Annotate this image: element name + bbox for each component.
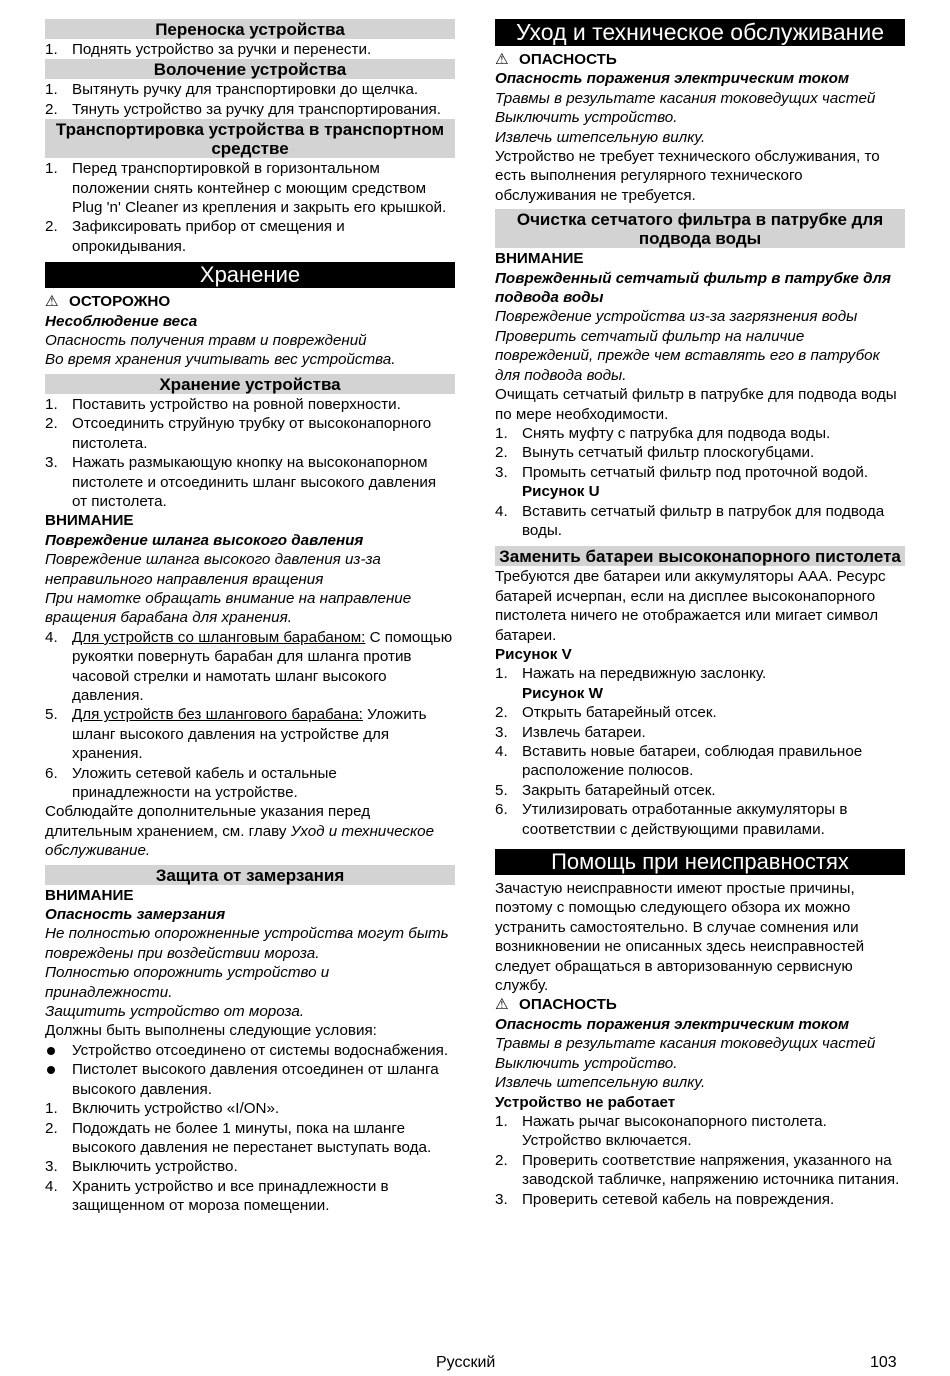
attention-text: Защитить устройство от мороза.	[45, 1003, 305, 1021]
storage-note: Соблюдайте дополнительные указания перед длительным хранением, см. главу Уход и техническое обслуживание.	[45, 803, 435, 860]
attention-text: Не полностью опорожненные устройства могут быть повреждены при воздействии мороза.	[45, 925, 449, 962]
frost-steps	[45, 1099, 455, 1215]
storage-steps	[45, 395, 455, 511]
list-item: 3. Нажать размыкающую кнопку на высоконапорном пистолете и отсоединить шланг высокого давления от пистолета.	[45, 454, 437, 510]
page-number: 103	[870, 1354, 897, 1371]
list-item: 2. Отсоединить струйную трубку от высоконапорного пистолета.	[45, 415, 432, 452]
warning-triangle-icon: ⚠	[495, 51, 509, 68]
warning-label: ⚠ ОПАСНОСТЬ	[495, 51, 617, 68]
list-item: 3. Извлечь батареи.	[495, 723, 646, 741]
section-title-frost: Защита от замерзания	[45, 865, 455, 885]
warning-text: Опасность получения травм и повреждений	[45, 332, 367, 350]
list-item: 5. Для устройств без шлангового барабана: Уложить шланг высокого давления на устройстве для хранения.	[45, 706, 427, 763]
warning-text: Во время хранения учитывать вес устройства.	[45, 351, 396, 369]
list-item: 6. Утилизировать отработанные аккумуляторы в соответствии с действующими правилами.	[495, 801, 848, 838]
attention-title: Повреждение шланга высокого давления	[45, 531, 364, 549]
footer-language: Русский	[436, 1354, 496, 1371]
list-item: 1. Поставить устройство на ровной поверхности.	[45, 395, 401, 413]
filter-text: Очищать сетчатый фильтр в патрубке для подвода воды по мере необходимости.	[495, 386, 897, 423]
care-text: Устройство не требует технического обслуживания, то есть выполнения регулярного технического обслуживания не требуется.	[495, 148, 880, 204]
trouble-subtitle: Устройство не работает	[495, 1093, 676, 1111]
figure-reference: Рисунок W	[522, 684, 603, 702]
section-title-storage-device: Хранение устройства	[45, 374, 455, 394]
warning-title: Опасность поражения электрическим током	[495, 1015, 850, 1033]
warning-text: Выключить устройство.	[495, 1054, 678, 1072]
list-item: 1. Включить устройство «I/ON».	[45, 1100, 280, 1118]
section-title-filter: Очистка сетчатого фильтра в патрубке для подвода воды	[495, 209, 905, 248]
attention-text: Полностью опорожнить устройство и принадлежности.	[45, 964, 330, 1001]
right-column	[495, 19, 905, 1209]
list-item: 2. Зафиксировать прибор от смещения и опрокидывания.	[45, 218, 345, 255]
list-item: 1. Поднять устройство за ручки и перенести.	[45, 41, 372, 58]
warning-title: Опасность поражения электрическим током	[495, 70, 850, 88]
list-item: 4. Для устройств со шланговым барабаном: С помощью рукоятки повернуть барабан для шланга против часовой стрелки и намотать шланг высокого давления.	[45, 628, 453, 704]
list-item: 2. Подождать не более 1 минуты, пока на шланге высокого давления не перестанет выступать вода.	[45, 1119, 432, 1156]
list-item: 2. Открыть батарейный отсек.	[495, 704, 717, 722]
battery-text: Требуются две батареи или аккумуляторы AAA. Ресурс батарей исчерпан, если на дисплее высоконапорного пистолета ничего не отображается или мигает символ батареи.	[495, 568, 886, 644]
conditions-text: Должны быть выполнены следующие условия:	[45, 1022, 377, 1040]
list-item: 1. Перед транспортировкой в горизонтальном положении снять контейнер с моющим средством Plug 'n' Cleaner из крепления и закрыть его крышкой.	[45, 160, 447, 217]
list-item: 4. Вставить новые батареи, соблюдая правильное расположение полюсов.	[495, 743, 863, 780]
left-column	[45, 19, 455, 1216]
section-title-battery: Заменить батареи высоконапорного пистолета	[495, 546, 905, 566]
list-item: 1. Нажать рычаг высоконапорного пистолета. Устройство включается.	[495, 1112, 827, 1150]
list-item: 3. Проверить сетевой кабель на повреждения.	[495, 1190, 835, 1208]
attention-title: Опасность замерзания	[45, 906, 226, 924]
transport-steps	[45, 159, 455, 256]
attention-label: ВНИМАНИЕ	[45, 512, 134, 530]
list-item: 1. Нажать на передвижную заслонку. Рисунок W	[495, 664, 905, 703]
trouble-text: Зачастую неисправности имеют простые причины, поэтому с помощью следующего обзора их можно устранить самостоятельно. В случае сомнения или возникновении не описанных здесь неисправностей следует обращаться в авторизованную сервисную службу.	[495, 880, 865, 995]
list-item: Пистолет высокого давления отсоединен от шланга высокого давления.	[45, 1060, 455, 1099]
figure-reference: Рисунок U	[522, 483, 600, 501]
conditions-list	[45, 1041, 455, 1099]
list-item: 3. Промыть сетчатый фильтр под проточной водой. Рисунок U	[495, 463, 905, 502]
chapter-title-troubleshooting: Помощь при неисправностях	[495, 849, 905, 875]
chapter-title-care: Уход и техническое обслуживание	[495, 19, 905, 46]
attention-title: Поврежденный сетчатый фильтр в патрубке для подвода воды	[495, 269, 891, 307]
list-item: 6. Уложить сетевой кабель и остальные принадлежности на устройстве.	[45, 764, 337, 801]
list-item: 1. Вытянуть ручку для транспортировки до щелчка.	[45, 81, 419, 99]
warning-text: Выключить устройство.	[495, 109, 678, 127]
filter-steps	[495, 424, 905, 540]
attention-label: ВНИМАНИЕ	[45, 886, 134, 904]
attention-text: Повреждение устройства из-за загрязнения воды	[495, 308, 858, 326]
warning-text: Извлечь штепсельную вилку.	[495, 128, 706, 146]
list-item: 3. Выключить устройство.	[45, 1158, 238, 1176]
list-item: 1. Снять муфту с патрубка для подвода воды.	[495, 424, 831, 442]
trouble-steps	[495, 1112, 905, 1209]
warning-text: Травмы в результате касания токоведущих частей	[495, 1035, 876, 1053]
list-item: Устройство отсоединено от системы водоснабжения.	[45, 1041, 455, 1060]
bullet-icon	[47, 1047, 55, 1055]
chapter-title-storage: Хранение	[45, 262, 455, 288]
list-item: 2. Вынуть сетчатый фильтр плоскогубцами.	[495, 444, 815, 462]
section-title-carry: Переноска устройства	[45, 19, 455, 39]
warning-label: ⚠ ОСТОРОЖНО	[45, 293, 171, 311]
drag-steps	[45, 80, 455, 119]
figure-reference: Рисунок V	[495, 645, 572, 663]
attention-text: Проверить сетчатый фильтр на наличие повреждений, прежде чем вставлять его в патрубок для подвода воды.	[495, 327, 880, 384]
attention-text: Повреждение шланга высокого давления из-за неправильного направления вращения	[45, 551, 381, 588]
bullet-icon	[47, 1066, 55, 1074]
list-item: 2. Проверить соответствие напряжения, указанного на заводской табличке, напряжению источника питания.	[495, 1151, 900, 1189]
warning-text: Извлечь штепсельную вилку.	[495, 1074, 706, 1092]
list-item: 4. Хранить устройство и все принадлежности в защищенном от мороза помещении.	[45, 1177, 389, 1215]
section-title-drag: Волочение устройства	[45, 59, 455, 79]
section-title-transport: Транспортировка устройства в транспортном средстве	[45, 119, 455, 158]
chapter-reference: Уход и техническое обслуживание.	[45, 822, 435, 860]
list-item: 2. Тянуть устройство за ручку для транспортирования.	[45, 100, 441, 118]
warning-label: ⚠ ОПАСНОСТЬ	[495, 996, 617, 1014]
battery-steps	[495, 664, 905, 839]
warning-triangle-icon: ⚠	[495, 996, 509, 1014]
list-item: 5. Закрыть батарейный отсек.	[495, 781, 716, 799]
list-item: 4. Вставить сетчатый фильтр в патрубок для подвода воды.	[495, 502, 885, 539]
attention-text: При намотке обращать внимание на направление вращения барабана для хранения.	[45, 589, 412, 627]
warning-text: Травмы в результате касания токоведущих частей	[495, 89, 876, 107]
storage-steps-continued	[45, 628, 455, 803]
warning-title: Несоблюдение веса	[45, 312, 198, 330]
warning-triangle-icon: ⚠	[45, 293, 59, 311]
carry-steps	[45, 40, 455, 59]
attention-label: ВНИМАНИЕ	[495, 250, 584, 268]
